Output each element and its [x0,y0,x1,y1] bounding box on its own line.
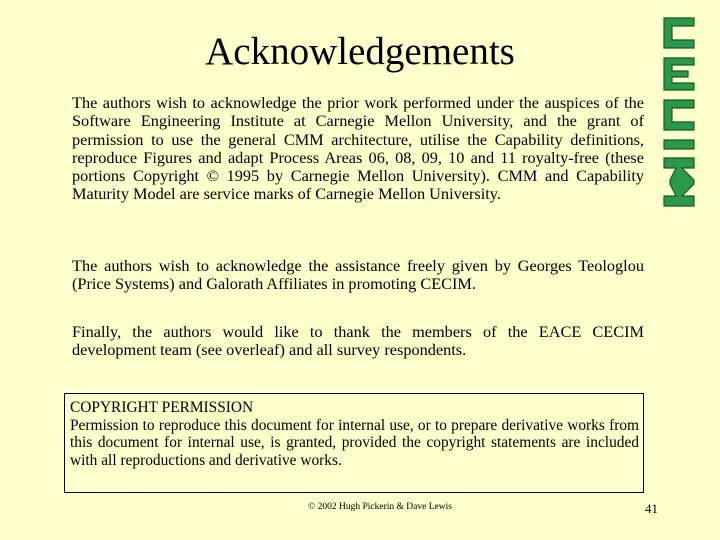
copyright-permission-box [64,393,644,493]
slide-title: Acknowledgements [205,30,515,73]
acknowledgement-paragraph-sei: The authors wish to acknowledge the prior work performed under the auspices of the Software Engineering Institute at Carnegie Mellon University, and the grant of permission to use the general CMM architecture, utilise the Capability definitions, reproduce Figures and adapt Process Areas 06, 08, 09, 10 and 11 royalty-free (these portions Copyright © 1995 by Carnegie Mellon University). CMM and Capability Maturity Model are service marks of Carnegie Mellon University. [72,93,644,204]
logo-letter-i [664,140,694,149]
copyright-heading: COPYRIGHT PERMISSION [70,399,254,416]
logo-letter-e [664,58,694,90]
acknowledgement-paragraph-teologlou: The authors wish to acknowledge the assistance freely given by Georges Teologlou (Price Systems) and Galorath Affiliates in promoting CECIM. [72,256,644,294]
logo-letter-m [664,158,694,206]
footer-credit: © 2002 Hugh Pickerin & Dave Lewis [308,502,452,512]
logo-letter-c-1 [664,18,694,48]
acknowledgement-paragraph-team: Finally, the authors would like to thank the members of the EACE CECIM development team (see overleaf) and all survey respondents. [72,322,644,360]
cecim-logo [656,12,702,212]
page-number: 41 [645,501,658,516]
logo-letter-c-2 [664,100,694,130]
copyright-body: Permission to reproduce this document for internal use, or to prepare derivative works from this document for internal use, is granted, provided the copyright statements are included with all reproductions and derivative works. [70,416,639,470]
